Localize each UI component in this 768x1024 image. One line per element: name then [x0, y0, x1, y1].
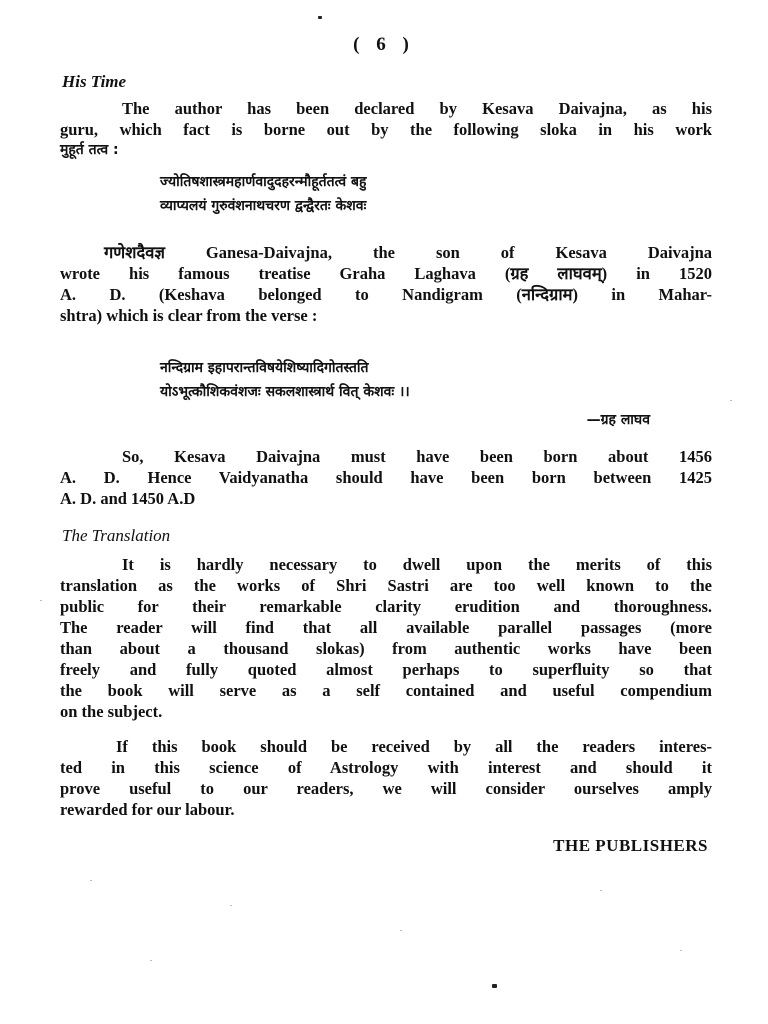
text-line: public for their remarkable clarity erudition and thoroughness. — [60, 597, 712, 616]
page-number: ( 6 ) — [353, 34, 415, 55]
scan-noise — [90, 880, 92, 881]
scan-speck — [492, 984, 497, 988]
scan-noise — [680, 950, 682, 951]
text-line: on the subject. — [60, 702, 163, 721]
text-line: The reader will find that all available parallel passages (more — [60, 618, 712, 637]
text-line: wrote his famous treatise Graha Laghava (ग्रह लाघवम्) in 1520 — [60, 264, 712, 283]
section-heading-his-time: His Time — [62, 72, 127, 91]
verse-attribution: —ग्रह लाघव — [586, 412, 650, 428]
scan-noise — [150, 960, 152, 961]
text-line: the book will serve as a self contained and useful compendium — [60, 681, 712, 700]
text-line: A. D. (Keshava belonged to Nandigram (नन्दिग्राम) in Mahar- — [60, 285, 712, 304]
paragraph-dates — [60, 446, 712, 509]
text-line: So, Kesava Daivajna must have been born about 1456 — [122, 447, 712, 466]
text-line: A. D. and 1450 A.D — [60, 489, 196, 508]
text-line: shtra) which is clear from the verse : — [60, 306, 318, 325]
sanskrit-verse-1 — [160, 170, 366, 218]
paragraph-author — [60, 98, 712, 161]
paragraph-ganesa — [60, 242, 712, 326]
text-line: If this book should be received by all the readers interes- — [116, 737, 712, 756]
verse-line: योऽभूत्कौशिकवंशजः सकलशास्त्रार्थ वित् केशवः ।। — [160, 384, 410, 400]
text-line: guru, which fact is borne out by the following sloka in his work — [60, 120, 712, 139]
scan-noise — [230, 905, 232, 906]
paragraph-translation — [60, 554, 712, 722]
scan-noise — [400, 930, 402, 931]
scan-noise — [600, 890, 602, 891]
text-line: A. D. Hence Vaidyanatha should have been born between 1425 — [60, 468, 712, 487]
text-line: translation as the works of Shri Sastri are too well known to the — [60, 576, 712, 595]
text-line: freely and fully quoted almost perhaps to superfluity so that — [60, 660, 712, 679]
paragraph-reception — [60, 736, 712, 820]
verse-line: व्याप्यलयं गुरुवंशनाथचरण द्वन्द्वैरतः केशवः — [160, 198, 367, 214]
verse-line: ज्योतिषशास्त्रमहार्णवादुदहरन्मौहूर्ततत्वं बहु — [160, 174, 367, 190]
text-line: than about a thousand slokas) from authentic works have been — [60, 639, 712, 658]
text-line: गणेशदैवज्ञ Ganesa-Daivajna, the son of Kesava Daivajna — [104, 243, 712, 262]
text-line: rewarded for our labour. — [60, 800, 235, 819]
section-heading-translation: The Translation — [62, 526, 171, 545]
scan-noise — [730, 400, 732, 401]
text-line: मुहूर्त तत्व : — [60, 142, 119, 158]
scan-noise — [40, 600, 42, 601]
scan-speck — [318, 16, 322, 19]
text-line: The author has been declared by Kesava Daivajna, as his — [122, 99, 712, 118]
text-line: It is hardly necessary to dwell upon the merits of this — [122, 555, 712, 574]
publisher-signature: THE PUBLISHERS — [553, 836, 708, 855]
sanskrit-verse-2 — [160, 356, 410, 404]
text-line: prove useful to our readers, we will consider ourselves amply — [60, 779, 712, 798]
text-line: ted in this science of Astrology with interest and should it — [60, 758, 712, 777]
verse-line: नन्दिग्राम इहापरान्तविषयेशिष्यादिगोतस्तति — [160, 360, 369, 376]
